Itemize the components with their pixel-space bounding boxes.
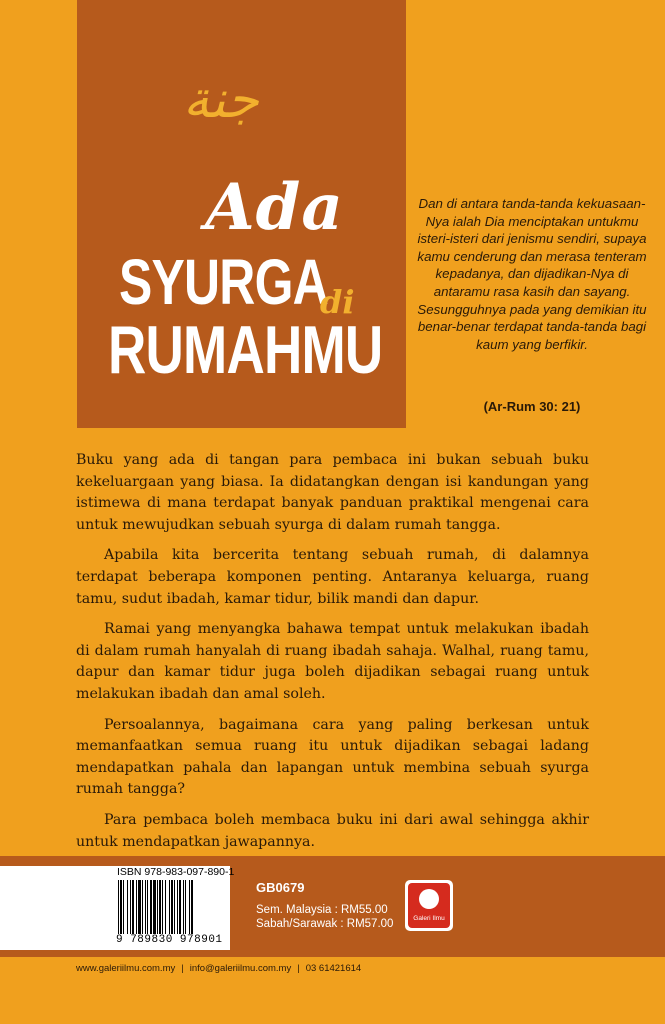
product-code: GB0679: [256, 880, 305, 895]
title-di: di: [320, 283, 355, 321]
title-ada: Ada: [205, 170, 344, 245]
barcode-bar: [183, 880, 184, 934]
price-malaysia: Sem. Malaysia : RM55.00: [256, 904, 388, 916]
email-link[interactable]: info@galeriilmu.com.my: [189, 963, 292, 974]
price-sabah-sarawak: Sabah/Sarawak : RM57.00: [256, 918, 394, 930]
title-rumahmu: RUMAHMU: [108, 312, 383, 388]
quote-reference: (Ar-Rum 30: 21): [483, 399, 581, 414]
barcode-bar: [136, 880, 137, 934]
barcode-bar: [153, 880, 156, 934]
publisher-logo: [405, 880, 453, 931]
barcode-bar: [145, 880, 146, 934]
barcode-bar: [165, 880, 166, 934]
barcode-bar: [147, 880, 148, 934]
blurb-paragraph: Ramai yang menyangka bahawa tempat untuk melakukan ibadah di dalam rumah hanyalah di ruang ibadah sahaja. Walhal, ruang tamu, dapur dan kamar tidur juga boleh dijadikan sebagai ruang untuk melakukan ibadah dan amal soleh.: [76, 621, 589, 702]
barcode: [117, 880, 225, 934]
blurb-paragraph: Persoalannya, bagaimana cara yang paling berkesan untuk memanfaatkan semua ruang itu untuk dijadikan sebagai ladang mendapatkan pahala dan lapangan untuk membina sebuah syurga rumah tangga?: [76, 716, 589, 798]
barcode-bar: [142, 880, 143, 934]
barcode-bar: [138, 880, 141, 934]
blurb-paragraph: Buku yang ada di tangan para pembaca ini bukan sebuah buku kekeluargaan yang biasa. Ia didatangkan dengan isi kandungan yang istimewa di mana terdapat banyak panduan praktikal mengenai cara untuk mewujudkan sebuah syurga di dalam rumah tangga.: [76, 452, 589, 533]
barcode-bar: [189, 880, 190, 934]
barcode-bar: [120, 880, 122, 934]
phone-number: 03 61421614: [305, 963, 362, 974]
barcode-bar: [179, 880, 181, 934]
barcode-bar: [132, 880, 134, 934]
barcode-bar: [157, 880, 158, 934]
barcode-bar: [174, 880, 175, 934]
blurb-paragraph: Para pembaca boleh membaca buku ini dari awal sehingga akhir untuk mendapatkan jawapannya.: [76, 811, 589, 850]
title-syurga: SYURGA: [119, 246, 328, 318]
barcode-bar: [150, 880, 152, 934]
barcode-bar: [191, 880, 193, 934]
barcode-bar: [177, 880, 178, 934]
barcode-bar: [130, 880, 131, 934]
barcode-bar: [185, 880, 186, 934]
barcode-number: 9 789830 978901: [116, 934, 223, 946]
blurb-paragraph: Apabila kita bercerita tentang sebuah rumah, di dalamnya terdapat beberapa komponen penting. Antaranya keluarga, ruang tamu, sudut ibadah, kamar tidur, bilik mandi dan dapur.: [76, 547, 589, 607]
barcode-bar: [127, 880, 128, 934]
barcode-bar: [123, 880, 124, 934]
barcode-bar: [171, 880, 173, 934]
barcode-bar: [159, 880, 161, 934]
arabic-title: جنة: [183, 70, 259, 130]
logo-icon: [419, 889, 439, 909]
barcode-bar: [118, 880, 119, 934]
barcode-bar: [162, 880, 163, 934]
isbn-label: ISBN 978-983-097-890-1: [117, 866, 235, 878]
website-link[interactable]: www.galeriilmu.com.my: [76, 963, 176, 974]
logo-mark: [408, 883, 450, 928]
logo-text: Galeri Ilmu: [413, 915, 445, 922]
quran-quote: Dan di antara tanda-tanda kekuasaan-Nya ialah Dia menciptakan untukmu isteri-isteri dari jenismu sendiri, supaya kamu cenderung dan merasa tenteram kepadanya, dan dijadikan-Nya di antaramu rasa kasih dan sayang. Sesungguhnya pada yang demikian itu benar-benar terdapat tanda-tanda bagi kaum yang berfikir.: [417, 196, 647, 352]
blurb: [76, 450, 589, 862]
contact-line: www.galeriilmu.com.my | info@galeriilmu.com.my | 03 61421614: [76, 963, 362, 974]
barcode-bar: [169, 880, 170, 934]
